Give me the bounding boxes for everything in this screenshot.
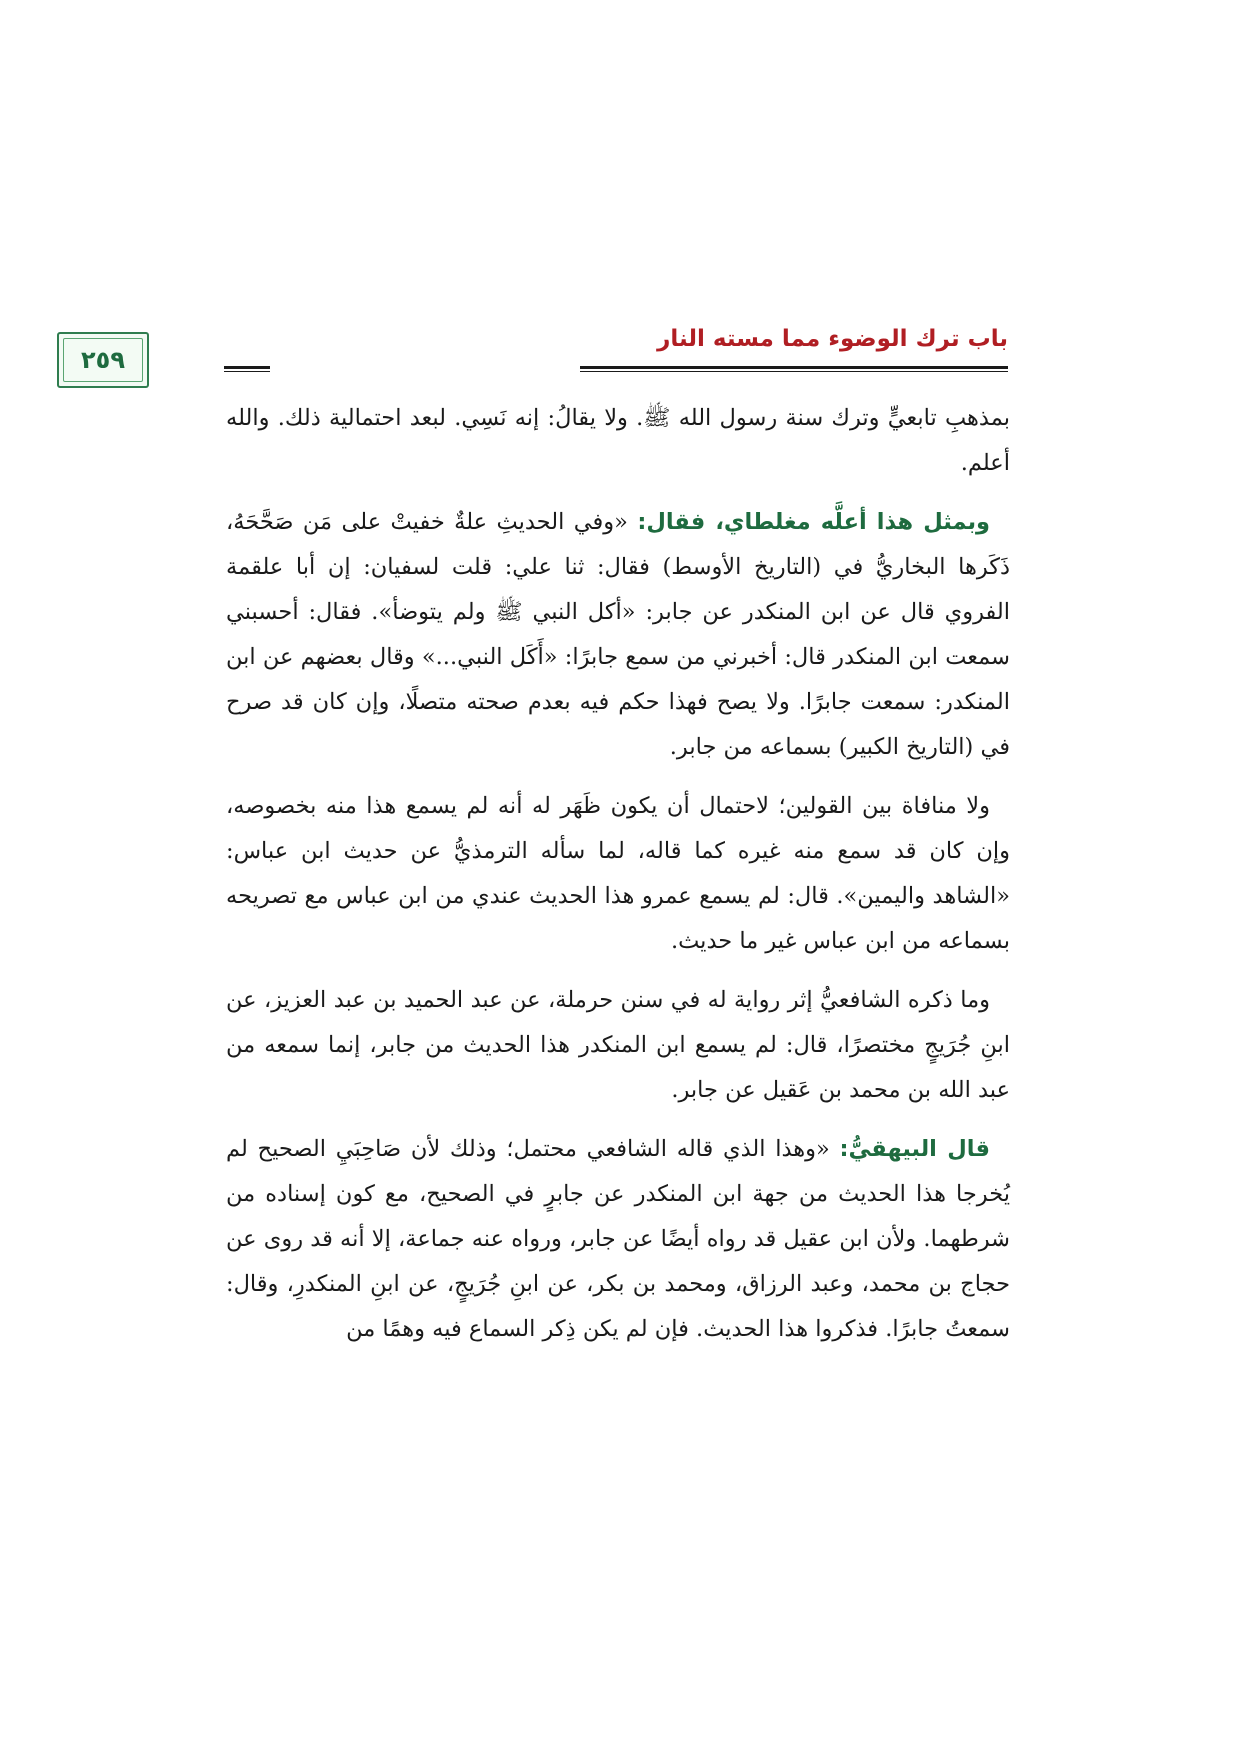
paragraph-5-text: «وهذا الذي قاله الشافعي محتمل؛ وذلك لأن صَاحِبَيِ الصحيح لم يُخرجا هذا الحديث من جهة ابن المنكدر عن جابرٍ في الصحيح، مع كون إسناده من شرطهما. ولأن ابن عقيل قد رواه أيضًا عن جابر، ورواه عنه جماعة، إلا أنه قد روى عن حجاج بن محمد، وعبد الرزاق، ومحمد بن بكر، عن ابنِ جُرَيجٍ، عن ابنِ المنكدرِ، وقال: سمعتُ جابرًا. فذكروا هذا الحديث. فإن لم يكن ذِكر السماع فيه وهمًا من (226, 1136, 1010, 1342)
header-rule-left (224, 366, 270, 372)
page-number-frame (57, 332, 149, 388)
page-header (224, 318, 1008, 382)
paragraph-1 (226, 396, 1010, 486)
paragraph-5 (226, 1127, 1010, 1352)
paragraph-1-text: بمذهبِ تابعيٍّ وترك سنة رسول الله ﷺ. ولا يقالُ: إنه نَسِي. لبعد احتمالية ذلك. والله أعلم. (226, 405, 1010, 476)
header-rule-right (580, 366, 1008, 372)
page-body (226, 396, 1010, 1366)
chapter-title: باب ترك الوضوء مما مسته النار (657, 326, 1008, 352)
paragraph-3 (226, 784, 1010, 964)
paragraph-2 (226, 500, 1010, 770)
page-number: ٢٥٩ (81, 346, 125, 374)
paragraph-4-text: وما ذكره الشافعيُّ إثر رواية له في سنن حرملة، عن عبد الحميد بن عبد العزيز، عن ابنِ جُرَيجٍ مختصرًا، قال: لم يسمع ابن المنكدر هذا الحديث من جابر، إنما سمعه من عبد الله بن محمد بن عَقيل عن جابر. (226, 987, 1010, 1103)
paragraph-2-text: «وفي الحديثِ علةٌ خفيتْ على مَن صَحَّحَهُ، ذَكَرها البخاريُّ في (التاريخ الأوسط) فقال: ثنا علي: قلت لسفيان: إن أبا علقمة الفروي قال عن ابن المنكدر عن جابر: «أكل النبي ﷺ ولم يتوضأ». فقال: أحسبني سمعت ابن المنكدر قال: أخبرني من سمع جابرًا: «أَكَل النبي...» وقال بعضهم عن ابن المنكدر: سمعت جابرًا. ولا يصح فهذا حكم فيه بعدم صحته متصلًا، وإن كان قد صرح في (التاريخ الكبير) بسماعه من جابر. (226, 509, 1010, 760)
paragraph-5-lead: قال البيهقيُّ: (839, 1136, 990, 1162)
paragraph-2-lead: وبمثل هذا أعلَّه مغلطاي، فقال: (637, 509, 991, 535)
paragraph-4 (226, 978, 1010, 1113)
paragraph-3-text: ولا منافاة بين القولين؛ لاحتمال أن يكون ظَهَر له أنه لم يسمع هذا منه بخصوصه، وإن كان قد سمع منه غيره كما قاله، لما سأله الترمذيُّ عن حديث ابن عباس: «الشاهد واليمين». قال: لم يسمع عمرو هذا الحديث عندي من ابن عباس مع تصريحه بسماعه من ابن عباس غير ما حديث. (226, 793, 1010, 954)
